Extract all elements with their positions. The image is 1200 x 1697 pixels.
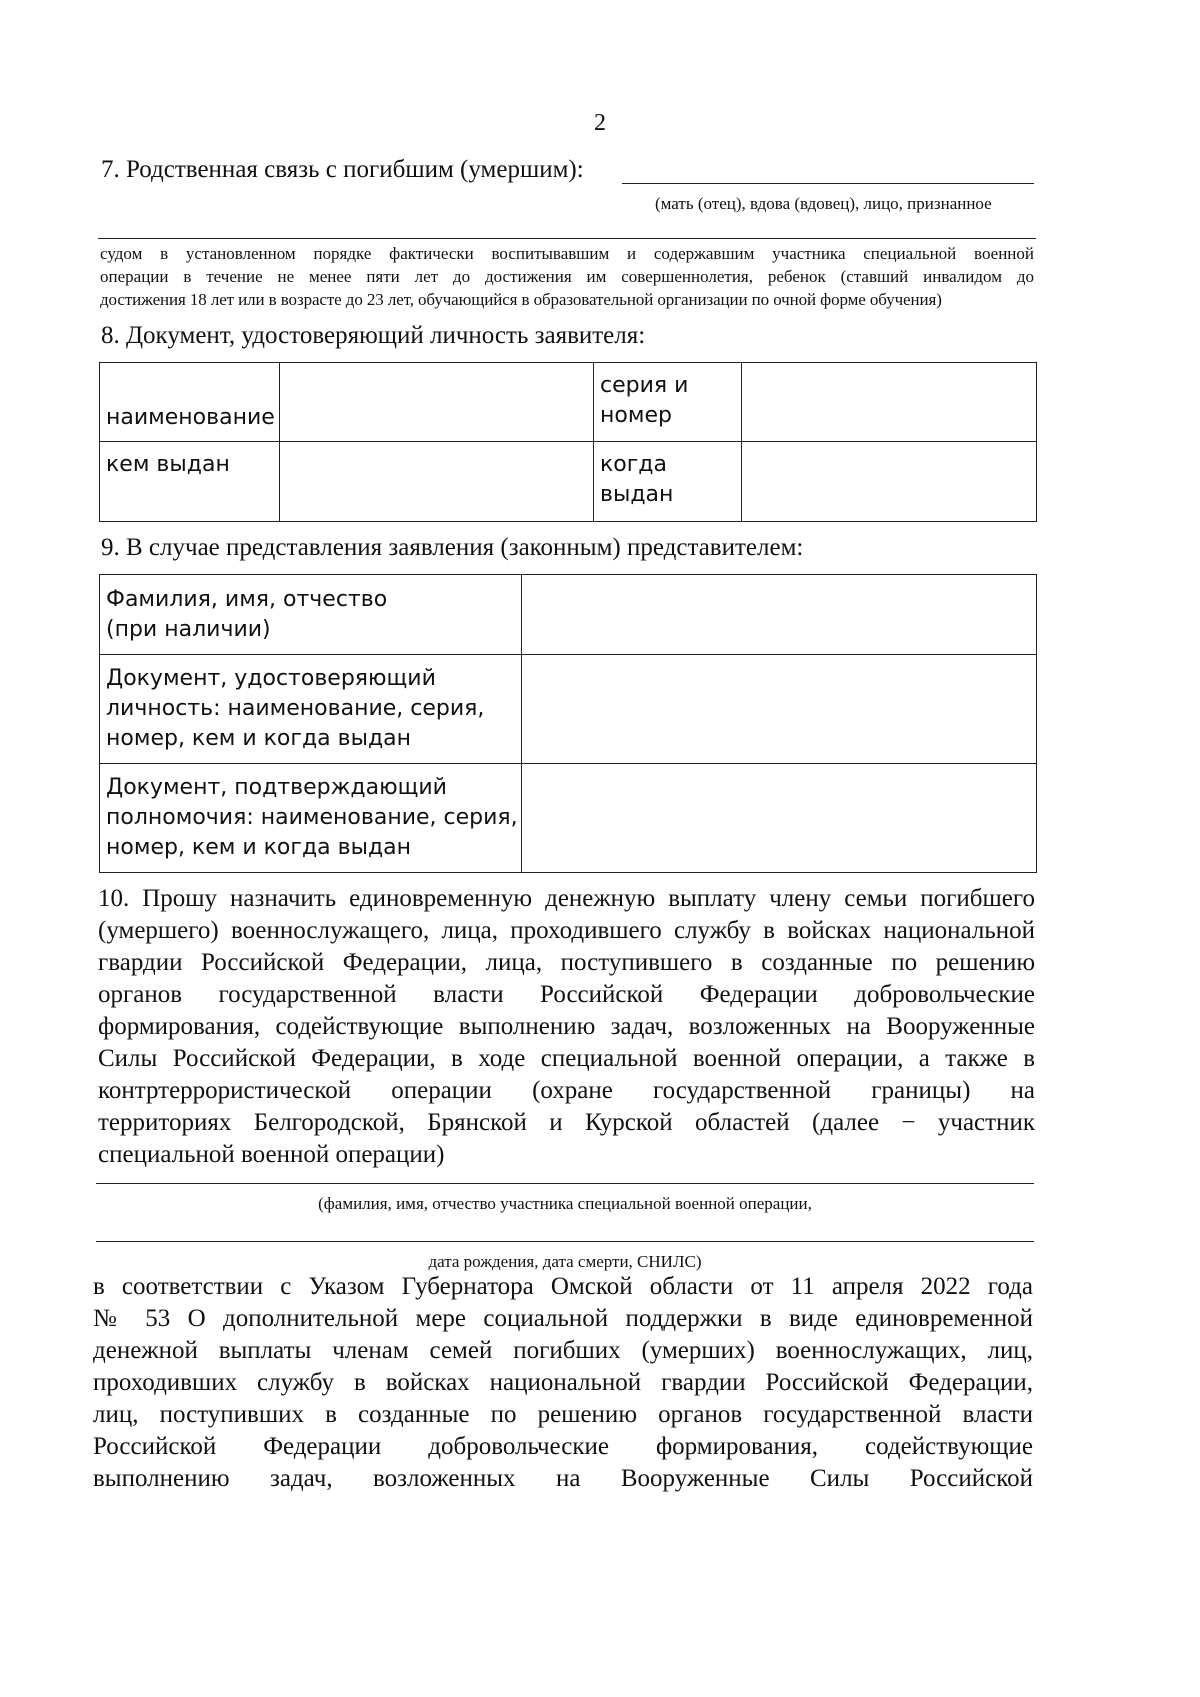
rep-name-label (100, 575, 522, 655)
decree-line: в соответствии с Указом Губернатора Омской области от 11 апреля 2022 года (93, 1273, 1033, 1300)
item7-note-line: операции в течение не менее пяти лет до достижения им совершеннолетия, ребенок (ставший инвалидом до (100, 267, 1034, 286)
item7-note-line: достижения 18 лет или в возрасте до 23 лет, обучающийся в образовательной организации по очной форме обучения) (100, 290, 942, 309)
doc-issued-when-label-line: выдан (600, 482, 674, 507)
decree-paragraph (93, 1271, 1033, 1495)
representative-table (99, 574, 1037, 873)
item7-hint: (мать (отец), вдова (вдовец), лицо, признанное (655, 194, 992, 213)
rep-name-field[interactable] (522, 575, 1037, 655)
item10-line: территориях Белгородской, Брянской и Курской областей (далее − участник (98, 1109, 1035, 1136)
participant-name-line[interactable] (96, 1183, 1034, 1184)
item9-label: 9. В случае представления заявления (законным) представителем: (101, 534, 804, 561)
decree-line: № 53 О дополнительной мере социальной поддержки в виде единовременной (93, 1305, 1033, 1332)
item10-paragraph (98, 883, 1035, 1171)
rep-authority-doc-label-line: полномочия: наименование, серия, (106, 805, 518, 830)
item10-line: (умершего) военнослужащего, лица, проходившего службу в войсках национальной (98, 917, 1035, 944)
item10-line: формирования, содействующие выполнению задач, возложенных на Вооруженные (98, 1013, 1035, 1040)
decree-line: Российской Федерации добровольческие формирования, содействующие (93, 1433, 1033, 1460)
rep-id-doc-label-line: личность: наименование, серия, (106, 696, 485, 721)
participant-dates-hint: дата рождения, дата смерти, СНИЛС) (428, 1252, 702, 1271)
rep-id-doc-label-line: номер, кем и когда выдан (106, 726, 412, 751)
page-number: 2 (594, 110, 606, 136)
rep-name-label-line: Фамилия, имя, отчество (106, 586, 388, 612)
doc-series-label-line: номер (600, 403, 672, 428)
relationship-second-line[interactable] (98, 238, 1036, 239)
doc-series-label-line: серия и (600, 373, 689, 398)
item10-line: гвардии Российской Федерации, лица, поступившего в созданные по решению (98, 949, 1035, 976)
rep-authority-doc-label-line: Документ, подтверждающий (106, 775, 447, 800)
rep-name-label-line: (при наличии) (106, 616, 271, 642)
doc-issued-when-label (594, 442, 742, 522)
participant-name-hint: (фамилия, имя, отчество участника специальной военной операции, (318, 1194, 812, 1213)
item8-label: 8. Документ, удостоверяющий личность заявителя: (101, 322, 646, 349)
doc-name-field[interactable] (280, 363, 594, 442)
item10-line: 10. Прошу назначить единовременную денежную выплату члену семьи погибшего (98, 885, 1035, 912)
decree-line: лиц, поступивших в созданные по решению органов государственной власти (93, 1401, 1033, 1428)
item7-note-line: судом в установленном порядке фактически воспитывавшим и содержавшим участника специальной военной (100, 244, 1034, 263)
rep-authority-doc-label (100, 764, 522, 873)
doc-name-label: наименование (100, 363, 280, 442)
item7-label: 7. Родственная связь с погибшим (умершим): (101, 156, 584, 183)
item10-line: специальной военной операции) (98, 1141, 445, 1168)
decree-line: денежной выплаты членам семей погибших (умерших) военнослужащих, лиц, (93, 1337, 1033, 1364)
doc-issued-when-label-line: когда (600, 452, 667, 477)
rep-id-doc-label-line: Документ, удостоверяющий (106, 666, 436, 691)
item10-line: Силы Российской Федерации, в ходе специальной военной операции, а также в (98, 1045, 1035, 1072)
rep-authority-doc-label-line: номер, кем и когда выдан (106, 835, 412, 860)
participant-dates-line[interactable] (96, 1241, 1034, 1242)
decree-line: проходивших службу в войсках национальной гвардии Российской Федерации, (93, 1369, 1033, 1396)
rep-id-doc-label (100, 655, 522, 764)
doc-issued-by-field[interactable] (280, 442, 594, 522)
item7-note (100, 242, 1034, 311)
doc-series-label (594, 363, 742, 442)
rep-id-doc-field[interactable] (522, 655, 1037, 764)
doc-issued-when-field[interactable] (742, 442, 1037, 522)
doc-issued-by-label: кем выдан (100, 442, 280, 522)
doc-series-field[interactable] (742, 363, 1037, 442)
relationship-input-line[interactable] (622, 183, 1034, 184)
item10-line: органов государственной власти Российской Федерации добровольческие (98, 981, 1035, 1008)
rep-authority-doc-field[interactable] (522, 764, 1037, 873)
item10-line: контртеррористической операции (охране государственной границы) на (98, 1077, 1035, 1104)
decree-line: выполнению задач, возложенных на Вооруженные Силы Российской (93, 1465, 1033, 1492)
applicant-document-table (99, 362, 1037, 522)
